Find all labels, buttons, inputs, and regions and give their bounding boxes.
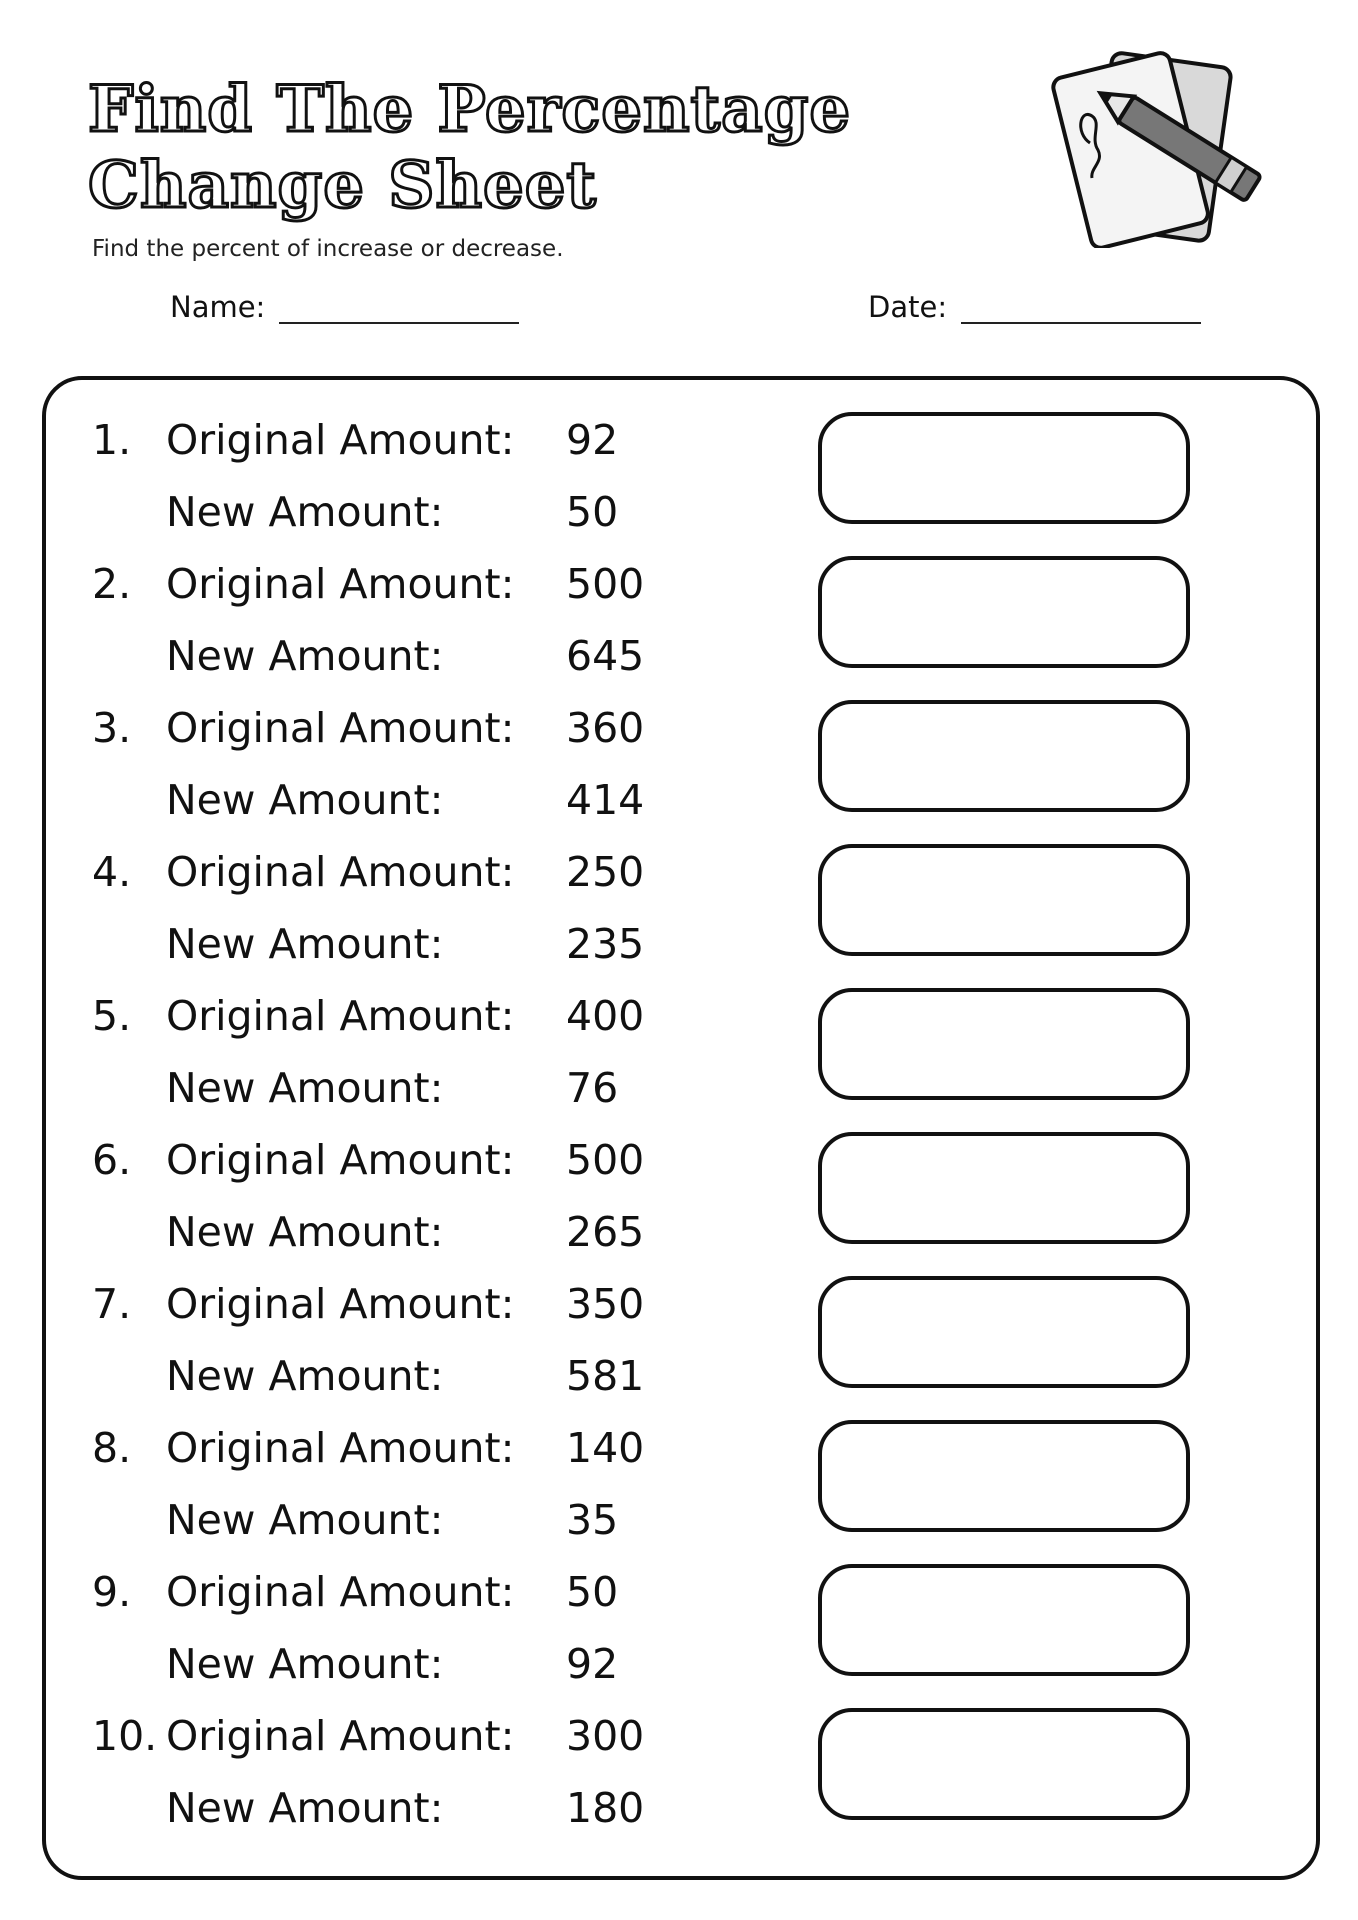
new-amount-value: 180 (566, 1784, 645, 1832)
problem-number: 7. (92, 1280, 132, 1328)
new-amount-label: New Amount: (166, 632, 444, 680)
new-amount-value: 92 (566, 1640, 619, 1688)
original-amount-value: 50 (566, 1568, 619, 1616)
original-amount-value: 500 (566, 560, 645, 608)
original-amount-label: Original Amount: (166, 560, 515, 608)
answer-box-9[interactable] (818, 1564, 1190, 1676)
original-amount-value: 350 (566, 1280, 645, 1328)
problem-number: 10. (92, 1712, 158, 1760)
new-amount-label: New Amount: (166, 1208, 444, 1256)
original-amount-label: Original Amount: (166, 992, 515, 1040)
problem-4 (46, 836, 1316, 980)
original-amount-label: Original Amount: (166, 1568, 515, 1616)
problem-1 (46, 404, 1316, 548)
problem-6 (46, 1124, 1316, 1268)
new-amount-label: New Amount: (166, 1784, 444, 1832)
name-blank[interactable] (279, 292, 519, 324)
new-amount-value: 581 (566, 1352, 645, 1400)
date-field (868, 290, 1201, 324)
answer-box-6[interactable] (818, 1132, 1190, 1244)
original-amount-value: 360 (566, 704, 645, 752)
new-amount-value: 265 (566, 1208, 645, 1256)
new-amount-value: 35 (566, 1496, 619, 1544)
new-amount-label: New Amount: (166, 920, 444, 968)
problems-panel (42, 376, 1320, 1880)
new-amount-value: 645 (566, 632, 645, 680)
problem-number: 5. (92, 992, 132, 1040)
problem-number: 4. (92, 848, 132, 896)
name-field (170, 290, 519, 324)
original-amount-label: Original Amount: (166, 416, 515, 464)
new-amount-value: 414 (566, 776, 645, 824)
worksheet-title (88, 72, 908, 224)
answer-box-1[interactable] (818, 412, 1190, 524)
original-amount-value: 92 (566, 416, 619, 464)
problem-number: 6. (92, 1136, 132, 1184)
original-amount-value: 500 (566, 1136, 645, 1184)
new-amount-label: New Amount: (166, 1064, 444, 1112)
new-amount-label: New Amount: (166, 776, 444, 824)
problem-10 (46, 1700, 1316, 1844)
original-amount-label: Original Amount: (166, 1280, 515, 1328)
original-amount-label: Original Amount: (166, 848, 515, 896)
new-amount-value: 76 (566, 1064, 619, 1112)
title-line-2: Change Sheet (88, 148, 597, 223)
original-amount-label: Original Amount: (166, 1424, 515, 1472)
problem-8 (46, 1412, 1316, 1556)
answer-box-8[interactable] (818, 1420, 1190, 1532)
problem-9 (46, 1556, 1316, 1700)
original-amount-value: 400 (566, 992, 645, 1040)
new-amount-label: New Amount: (166, 1352, 444, 1400)
new-amount-label: New Amount: (166, 488, 444, 536)
paper-and-pencil-icon (1030, 38, 1300, 248)
answer-box-7[interactable] (818, 1276, 1190, 1388)
problem-number: 9. (92, 1568, 132, 1616)
new-amount-label: New Amount: (166, 1640, 444, 1688)
new-amount-value: 50 (566, 488, 619, 536)
answer-box-4[interactable] (818, 844, 1190, 956)
new-amount-value: 235 (566, 920, 645, 968)
answer-box-5[interactable] (818, 988, 1190, 1100)
title-line-1: Find The Percentage (88, 72, 852, 147)
answer-box-2[interactable] (818, 556, 1190, 668)
problem-7 (46, 1268, 1316, 1412)
original-amount-value: 250 (566, 848, 645, 896)
original-amount-value: 140 (566, 1424, 645, 1472)
problem-5 (46, 980, 1316, 1124)
answer-box-10[interactable] (818, 1708, 1190, 1820)
original-amount-value: 300 (566, 1712, 645, 1760)
original-amount-label: Original Amount: (166, 1712, 515, 1760)
original-amount-label: Original Amount: (166, 704, 515, 752)
answer-box-3[interactable] (818, 700, 1190, 812)
instructions: Find the percent of increase or decrease. (92, 236, 564, 262)
problem-number: 2. (92, 560, 132, 608)
problem-number: 1. (92, 416, 132, 464)
name-label: Name: (170, 290, 266, 324)
new-amount-label: New Amount: (166, 1496, 444, 1544)
problem-number: 8. (92, 1424, 132, 1472)
problem-3 (46, 692, 1316, 836)
date-blank[interactable] (961, 292, 1201, 324)
original-amount-label: Original Amount: (166, 1136, 515, 1184)
problem-2 (46, 548, 1316, 692)
problem-number: 3. (92, 704, 132, 752)
date-label: Date: (868, 290, 948, 324)
